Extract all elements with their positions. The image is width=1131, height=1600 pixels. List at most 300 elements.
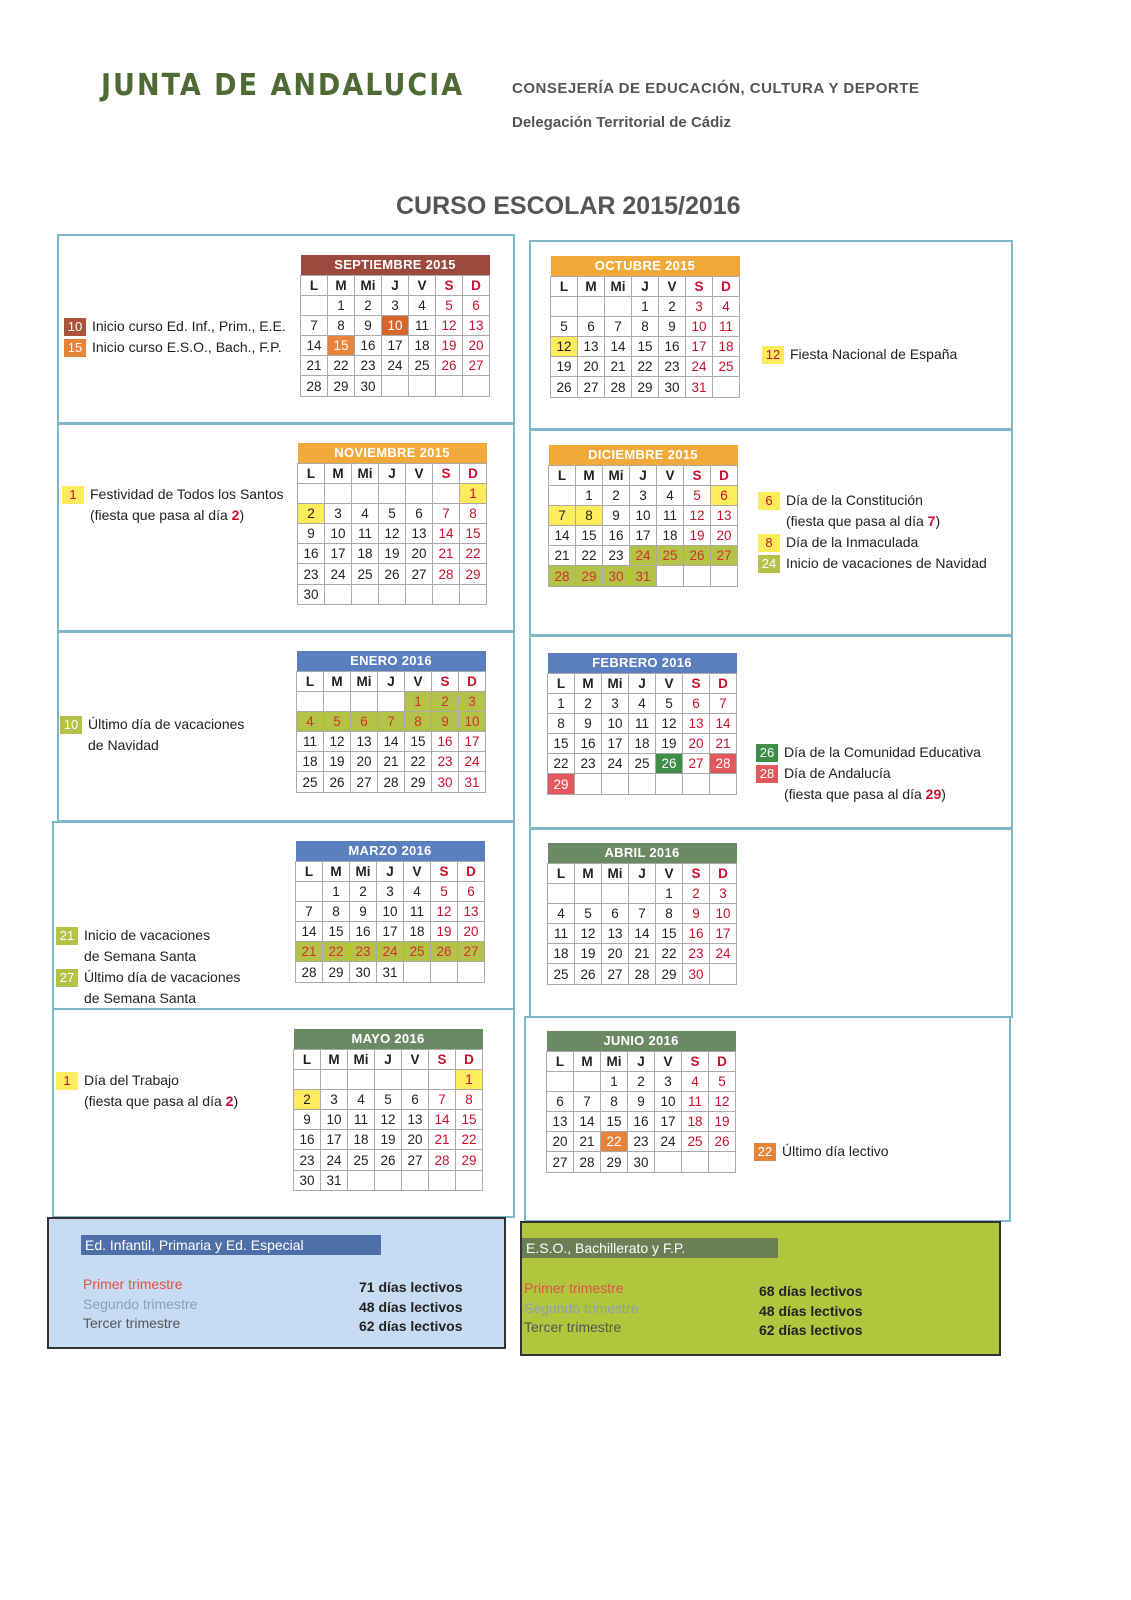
empty-day-cell bbox=[348, 1069, 375, 1089]
day-cell: 10 bbox=[459, 711, 486, 731]
day-cell: 20 bbox=[406, 544, 433, 564]
day-cell: 19 bbox=[656, 734, 683, 754]
day-cell: 9 bbox=[355, 315, 382, 335]
day-cell: 30 bbox=[683, 964, 710, 984]
legend-text: Fiesta Nacional de España bbox=[790, 346, 958, 362]
day-cell: 27 bbox=[458, 942, 485, 962]
legend-subtext-number: 7 bbox=[927, 513, 936, 529]
junta-logo: JUNTA DE ANDALUCIA bbox=[101, 68, 465, 103]
legend-octubre bbox=[762, 344, 957, 365]
weekday-header: D bbox=[710, 673, 737, 693]
day-cell: 28 bbox=[429, 1150, 456, 1170]
day-cell: 4 bbox=[682, 1071, 709, 1091]
weekday-header: J bbox=[632, 276, 659, 296]
day-cell: 23 bbox=[683, 944, 710, 964]
summary-term-label: Primer trimestre bbox=[524, 1280, 624, 1296]
weekday-header: J bbox=[630, 465, 657, 485]
empty-day-cell bbox=[578, 296, 605, 316]
day-cell: 1 bbox=[548, 693, 575, 713]
weekday-header: D bbox=[709, 1051, 736, 1071]
day-cell: 3 bbox=[382, 295, 409, 315]
day-cell: 24 bbox=[686, 357, 713, 377]
day-cell: 24 bbox=[325, 564, 352, 584]
day-cell: 16 bbox=[350, 922, 377, 942]
legend-text: Inicio curso E.S.O., Bach., F.P. bbox=[92, 339, 282, 355]
legend-noviembre bbox=[62, 484, 284, 526]
weekday-header: S bbox=[436, 275, 463, 295]
summary-term-label: Primer trimestre bbox=[83, 1276, 183, 1292]
empty-day-cell bbox=[605, 296, 632, 316]
day-cell: 1 bbox=[632, 296, 659, 316]
day-cell: 9 bbox=[603, 505, 630, 525]
day-cell: 24 bbox=[602, 754, 629, 774]
empty-day-cell bbox=[352, 483, 379, 503]
month-title: DICIEMBRE 2015 bbox=[549, 445, 738, 465]
day-cell: 5 bbox=[379, 503, 406, 523]
day-cell: 26 bbox=[656, 754, 683, 774]
weekday-header: Mi bbox=[352, 463, 379, 483]
day-cell: 8 bbox=[656, 903, 683, 923]
summary-term-label: Segundo trimestre bbox=[83, 1296, 198, 1312]
day-cell: 14 bbox=[429, 1110, 456, 1130]
day-cell: 12 bbox=[375, 1110, 402, 1130]
day-cell: 6 bbox=[406, 503, 433, 523]
day-cell: 10 bbox=[325, 524, 352, 544]
weekday-header: L bbox=[551, 276, 578, 296]
day-cell: 14 bbox=[549, 526, 576, 546]
day-cell: 9 bbox=[683, 903, 710, 923]
legend-subtext: (fiesta que pasa al día bbox=[90, 507, 232, 523]
empty-day-cell bbox=[547, 1071, 574, 1091]
summary-eso-bach-fp bbox=[520, 1221, 1001, 1356]
day-cell: 19 bbox=[379, 544, 406, 564]
day-cell: 14 bbox=[433, 524, 460, 544]
day-cell: 2 bbox=[298, 503, 325, 523]
day-cell: 28 bbox=[378, 772, 405, 792]
empty-day-cell bbox=[402, 1069, 429, 1089]
day-cell: 30 bbox=[350, 962, 377, 982]
day-cell: 20 bbox=[602, 944, 629, 964]
weekday-header: V bbox=[406, 463, 433, 483]
day-cell: 29 bbox=[576, 566, 603, 586]
day-cell: 23 bbox=[603, 546, 630, 566]
day-cell: 20 bbox=[578, 357, 605, 377]
empty-day-cell bbox=[463, 376, 490, 396]
weekday-header: J bbox=[377, 861, 404, 881]
weekday-header: M bbox=[576, 465, 603, 485]
day-cell: 5 bbox=[709, 1071, 736, 1091]
month-title: ABRIL 2016 bbox=[548, 843, 737, 863]
day-cell: 2 bbox=[628, 1071, 655, 1091]
empty-day-cell bbox=[548, 883, 575, 903]
weekday-header: L bbox=[296, 861, 323, 881]
legend-subtext: de Semana Santa bbox=[84, 990, 197, 1006]
weekday-header: V bbox=[657, 465, 684, 485]
day-cell: 7 bbox=[710, 693, 737, 713]
summary-term-value: 48 días lectivos bbox=[359, 1299, 463, 1315]
day-cell: 12 bbox=[324, 732, 351, 752]
month-title: MARZO 2016 bbox=[296, 841, 485, 861]
day-cell: 29 bbox=[328, 376, 355, 396]
day-cell: 2 bbox=[683, 883, 710, 903]
legend-badge: 12 bbox=[762, 346, 784, 364]
day-cell: 14 bbox=[605, 337, 632, 357]
legend-text: Último día de vacaciones bbox=[88, 716, 245, 732]
weekday-header: V bbox=[655, 1051, 682, 1071]
summary-term-label: Segundo trimestre bbox=[524, 1300, 639, 1316]
day-cell: 6 bbox=[351, 711, 378, 731]
day-cell: 28 bbox=[605, 377, 632, 397]
day-cell: 19 bbox=[375, 1130, 402, 1150]
day-cell: 20 bbox=[351, 752, 378, 772]
weekday-header: J bbox=[379, 463, 406, 483]
day-cell: 7 bbox=[629, 903, 656, 923]
weekday-header: V bbox=[405, 671, 432, 691]
day-cell: 7 bbox=[549, 505, 576, 525]
weekday-header: J bbox=[378, 671, 405, 691]
weekday-header: Mi bbox=[351, 671, 378, 691]
day-cell: 30 bbox=[603, 566, 630, 586]
day-cell: 5 bbox=[436, 295, 463, 315]
legend-subtext-number: 29 bbox=[925, 786, 942, 802]
day-cell: 4 bbox=[713, 296, 740, 316]
day-cell: 19 bbox=[684, 526, 711, 546]
calendar-marzo bbox=[295, 841, 485, 983]
weekday-header: D bbox=[460, 463, 487, 483]
summary-term-label: Tercer trimestre bbox=[83, 1315, 181, 1331]
weekday-header: S bbox=[684, 465, 711, 485]
day-cell: 1 bbox=[576, 485, 603, 505]
day-cell: 7 bbox=[301, 315, 328, 335]
empty-day-cell bbox=[655, 1152, 682, 1172]
day-cell: 8 bbox=[328, 315, 355, 335]
day-cell: 15 bbox=[548, 734, 575, 754]
legend-text: Día del Trabajo bbox=[84, 1072, 179, 1088]
summary-infantil-primaria bbox=[47, 1217, 506, 1349]
day-cell: 25 bbox=[404, 942, 431, 962]
day-cell: 3 bbox=[630, 485, 657, 505]
weekday-header: M bbox=[328, 275, 355, 295]
empty-day-cell bbox=[351, 691, 378, 711]
day-cell: 15 bbox=[460, 524, 487, 544]
day-cell: 16 bbox=[659, 337, 686, 357]
weekday-header: L bbox=[547, 1051, 574, 1071]
day-cell: 19 bbox=[575, 944, 602, 964]
empty-day-cell bbox=[629, 883, 656, 903]
page-title: CURSO ESCOLAR 2015/2016 bbox=[396, 192, 741, 220]
day-cell: 10 bbox=[710, 903, 737, 923]
day-cell: 2 bbox=[294, 1089, 321, 1109]
day-cell: 14 bbox=[574, 1112, 601, 1132]
day-cell: 1 bbox=[328, 295, 355, 315]
weekday-header: Mi bbox=[603, 465, 630, 485]
legend-mayo bbox=[56, 1070, 238, 1112]
day-cell: 22 bbox=[323, 942, 350, 962]
day-cell: 22 bbox=[548, 754, 575, 774]
weekday-header: L bbox=[548, 863, 575, 883]
day-cell: 12 bbox=[436, 315, 463, 335]
empty-day-cell bbox=[431, 962, 458, 982]
legend-badge: 21 bbox=[56, 927, 78, 945]
weekday-header: D bbox=[456, 1049, 483, 1069]
day-cell: 14 bbox=[378, 732, 405, 752]
empty-day-cell bbox=[460, 584, 487, 604]
weekday-header: Mi bbox=[350, 861, 377, 881]
month-title: NOVIEMBRE 2015 bbox=[298, 443, 487, 463]
weekday-header: Mi bbox=[355, 275, 382, 295]
day-cell: 28 bbox=[296, 962, 323, 982]
day-cell: 2 bbox=[603, 485, 630, 505]
day-cell: 4 bbox=[657, 485, 684, 505]
day-cell: 27 bbox=[402, 1150, 429, 1170]
empty-day-cell bbox=[352, 584, 379, 604]
day-cell: 17 bbox=[382, 336, 409, 356]
day-cell: 4 bbox=[548, 903, 575, 923]
empty-day-cell bbox=[458, 962, 485, 982]
day-cell: 20 bbox=[402, 1130, 429, 1150]
empty-day-cell bbox=[325, 483, 352, 503]
empty-day-cell bbox=[629, 774, 656, 794]
day-cell: 11 bbox=[297, 732, 324, 752]
day-cell: 6 bbox=[547, 1091, 574, 1111]
empty-day-cell bbox=[379, 483, 406, 503]
day-cell: 1 bbox=[601, 1071, 628, 1091]
day-cell: 8 bbox=[576, 505, 603, 525]
day-cell: 16 bbox=[683, 924, 710, 944]
empty-day-cell bbox=[711, 566, 738, 586]
day-cell: 8 bbox=[456, 1089, 483, 1109]
day-cell: 13 bbox=[351, 732, 378, 752]
day-cell: 15 bbox=[576, 526, 603, 546]
legend-junio bbox=[754, 1141, 889, 1162]
weekday-header: V bbox=[656, 863, 683, 883]
day-cell: 21 bbox=[378, 752, 405, 772]
weekday-header: S bbox=[433, 463, 460, 483]
legend-badge: 28 bbox=[756, 765, 778, 783]
day-cell: 25 bbox=[629, 754, 656, 774]
empty-day-cell bbox=[301, 295, 328, 315]
weekday-header: L bbox=[301, 275, 328, 295]
day-cell: 24 bbox=[382, 356, 409, 376]
day-cell: 29 bbox=[601, 1152, 628, 1172]
day-cell: 6 bbox=[402, 1089, 429, 1109]
day-cell: 22 bbox=[656, 944, 683, 964]
weekday-header: J bbox=[629, 863, 656, 883]
weekday-header: M bbox=[575, 863, 602, 883]
day-cell: 23 bbox=[432, 752, 459, 772]
day-cell: 15 bbox=[656, 924, 683, 944]
legend-text: Día de la Comunidad Educativa bbox=[784, 744, 981, 760]
day-cell: 13 bbox=[402, 1110, 429, 1130]
empty-day-cell bbox=[321, 1069, 348, 1089]
day-cell: 9 bbox=[575, 713, 602, 733]
day-cell: 18 bbox=[629, 734, 656, 754]
day-cell: 21 bbox=[433, 544, 460, 564]
day-cell: 4 bbox=[409, 295, 436, 315]
day-cell: 19 bbox=[551, 357, 578, 377]
weekday-header: L bbox=[549, 465, 576, 485]
legend-subtext-number: 2 bbox=[225, 1093, 234, 1109]
day-cell: 17 bbox=[630, 526, 657, 546]
day-cell: 25 bbox=[713, 357, 740, 377]
day-cell: 13 bbox=[602, 924, 629, 944]
day-cell: 8 bbox=[323, 901, 350, 921]
weekday-header: M bbox=[321, 1049, 348, 1069]
day-cell: 28 bbox=[710, 754, 737, 774]
day-cell: 18 bbox=[548, 944, 575, 964]
day-cell: 1 bbox=[460, 483, 487, 503]
day-cell: 11 bbox=[409, 315, 436, 335]
day-cell: 11 bbox=[682, 1091, 709, 1111]
empty-day-cell bbox=[409, 376, 436, 396]
day-cell: 10 bbox=[382, 315, 409, 335]
day-cell: 10 bbox=[686, 316, 713, 336]
day-cell: 10 bbox=[655, 1091, 682, 1111]
weekday-header: S bbox=[682, 1051, 709, 1071]
empty-day-cell bbox=[429, 1069, 456, 1089]
month-title: MAYO 2016 bbox=[294, 1029, 483, 1049]
day-cell: 17 bbox=[710, 924, 737, 944]
day-cell: 5 bbox=[324, 711, 351, 731]
day-cell: 3 bbox=[602, 693, 629, 713]
day-cell: 16 bbox=[628, 1112, 655, 1132]
day-cell: 26 bbox=[375, 1150, 402, 1170]
legend-badge: 24 bbox=[758, 555, 780, 573]
empty-day-cell bbox=[551, 296, 578, 316]
day-cell: 19 bbox=[709, 1112, 736, 1132]
day-cell: 7 bbox=[574, 1091, 601, 1111]
day-cell: 18 bbox=[657, 526, 684, 546]
empty-day-cell bbox=[683, 774, 710, 794]
empty-day-cell bbox=[657, 566, 684, 586]
legend-subtext: de Navidad bbox=[88, 737, 159, 753]
weekday-header: J bbox=[628, 1051, 655, 1071]
empty-day-cell bbox=[406, 483, 433, 503]
day-cell: 27 bbox=[578, 377, 605, 397]
day-cell: 31 bbox=[459, 772, 486, 792]
summary-term-value: 68 días lectivos bbox=[759, 1283, 863, 1299]
summary-term-label: Tercer trimestre bbox=[524, 1319, 622, 1335]
day-cell: 26 bbox=[436, 356, 463, 376]
legend-subtext: (fiesta que pasa al día bbox=[786, 513, 928, 529]
day-cell: 27 bbox=[683, 754, 710, 774]
weekday-header: D bbox=[459, 671, 486, 691]
day-cell: 17 bbox=[459, 732, 486, 752]
month-title: FEBRERO 2016 bbox=[548, 653, 737, 673]
day-cell: 31 bbox=[377, 962, 404, 982]
day-cell: 14 bbox=[629, 924, 656, 944]
empty-day-cell bbox=[710, 774, 737, 794]
legend-subtext: (fiesta que pasa al día bbox=[84, 1093, 226, 1109]
day-cell: 24 bbox=[655, 1132, 682, 1152]
day-cell: 30 bbox=[659, 377, 686, 397]
day-cell: 22 bbox=[601, 1132, 628, 1152]
day-cell: 2 bbox=[350, 881, 377, 901]
empty-day-cell bbox=[656, 774, 683, 794]
day-cell: 25 bbox=[352, 564, 379, 584]
day-cell: 28 bbox=[574, 1152, 601, 1172]
legend-text: Día de la Inmaculada bbox=[786, 534, 919, 550]
day-cell: 31 bbox=[686, 377, 713, 397]
weekday-header: S bbox=[432, 671, 459, 691]
day-cell: 31 bbox=[321, 1170, 348, 1190]
weekday-header: J bbox=[375, 1049, 402, 1069]
empty-day-cell bbox=[406, 584, 433, 604]
day-cell: 5 bbox=[375, 1089, 402, 1109]
empty-day-cell bbox=[602, 883, 629, 903]
day-cell: 30 bbox=[432, 772, 459, 792]
day-cell: 13 bbox=[683, 713, 710, 733]
day-cell: 29 bbox=[405, 772, 432, 792]
day-cell: 17 bbox=[686, 337, 713, 357]
empty-day-cell bbox=[575, 883, 602, 903]
day-cell: 21 bbox=[429, 1130, 456, 1150]
day-cell: 13 bbox=[463, 315, 490, 335]
legend-text: Inicio curso Ed. Inf., Prim., E.E. bbox=[92, 318, 286, 334]
day-cell: 29 bbox=[632, 377, 659, 397]
day-cell: 7 bbox=[296, 901, 323, 921]
weekday-header: M bbox=[578, 276, 605, 296]
weekday-header: Mi bbox=[605, 276, 632, 296]
legend-badge: 1 bbox=[56, 1072, 78, 1090]
day-cell: 20 bbox=[711, 526, 738, 546]
legend-febrero bbox=[756, 742, 981, 805]
day-cell: 26 bbox=[551, 377, 578, 397]
weekday-header: L bbox=[548, 673, 575, 693]
day-cell: 15 bbox=[328, 336, 355, 356]
day-cell: 6 bbox=[458, 881, 485, 901]
day-cell: 26 bbox=[709, 1132, 736, 1152]
day-cell: 14 bbox=[296, 922, 323, 942]
day-cell: 7 bbox=[605, 316, 632, 336]
day-cell: 12 bbox=[551, 337, 578, 357]
day-cell: 17 bbox=[321, 1130, 348, 1150]
day-cell: 15 bbox=[323, 922, 350, 942]
weekday-header: Mi bbox=[602, 673, 629, 693]
day-cell: 27 bbox=[602, 964, 629, 984]
weekday-header: S bbox=[429, 1049, 456, 1069]
legend-subtext-number: 2 bbox=[231, 507, 240, 523]
legend-text: Último día de vacaciones bbox=[84, 969, 241, 985]
day-cell: 27 bbox=[463, 356, 490, 376]
day-cell: 3 bbox=[686, 296, 713, 316]
legend-subtext-end: ) bbox=[233, 1093, 239, 1109]
weekday-header: V bbox=[656, 673, 683, 693]
empty-day-cell bbox=[713, 377, 740, 397]
day-cell: 21 bbox=[301, 356, 328, 376]
day-cell: 14 bbox=[710, 713, 737, 733]
legend-badge: 15 bbox=[64, 339, 86, 357]
day-cell: 18 bbox=[348, 1130, 375, 1150]
weekday-header: V bbox=[402, 1049, 429, 1069]
day-cell: 23 bbox=[298, 564, 325, 584]
day-cell: 29 bbox=[656, 964, 683, 984]
department-name: CONSEJERÍA DE EDUCACIÓN, CULTURA Y DEPORTE bbox=[512, 80, 920, 97]
day-cell: 8 bbox=[601, 1091, 628, 1111]
day-cell: 2 bbox=[575, 693, 602, 713]
weekday-header: M bbox=[324, 671, 351, 691]
day-cell: 11 bbox=[713, 316, 740, 336]
legend-marzo bbox=[56, 925, 240, 1009]
month-title: SEPTIEMBRE 2015 bbox=[301, 255, 490, 275]
day-cell: 18 bbox=[297, 752, 324, 772]
empty-day-cell bbox=[298, 483, 325, 503]
day-cell: 3 bbox=[321, 1089, 348, 1109]
weekday-header: D bbox=[713, 276, 740, 296]
legend-text: Inicio de vacaciones bbox=[84, 927, 211, 943]
empty-day-cell bbox=[429, 1170, 456, 1190]
day-cell: 5 bbox=[431, 881, 458, 901]
